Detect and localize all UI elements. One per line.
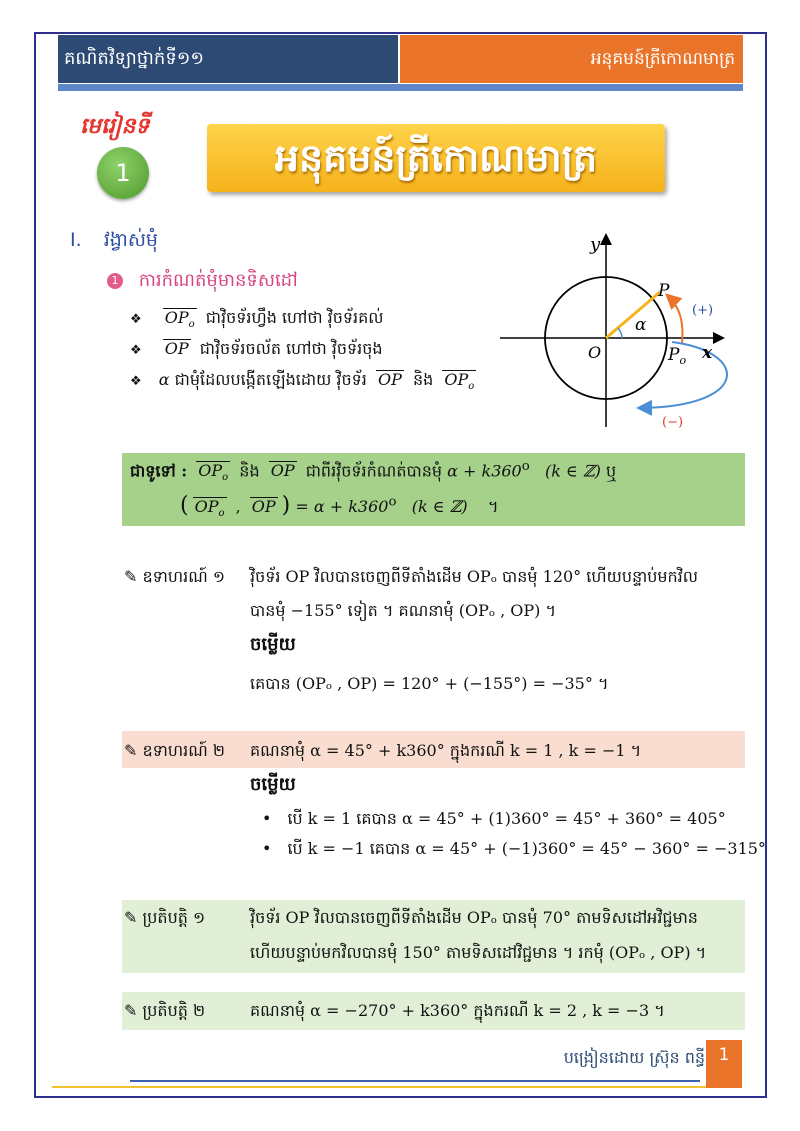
pencil-icon: ✎ — [124, 741, 138, 760]
alpha-symbol: α — [158, 370, 170, 389]
k-in-z: (k ∈ ℤ) — [411, 497, 468, 516]
header-chapter: អនុគមន៍ត្រីកោណមាត្រ — [400, 35, 743, 83]
k-in-z: (k ∈ ℤ) — [545, 461, 601, 481]
page-number: 1 — [706, 1040, 742, 1088]
example-1-label: ✎ ឧទាហរណ៍ ១ — [124, 567, 225, 586]
positive-arrow — [668, 296, 682, 344]
pencil-icon: ✎ — [124, 1001, 138, 1020]
answer-title: ចម្លើយ — [250, 774, 296, 795]
subsection-title: ការកំណត់មុំមានទិសដៅ — [138, 270, 298, 291]
general-formula: α + k360 — [447, 461, 522, 481]
example-2-label: ✎ ឧទាហរណ៍ ២ — [124, 741, 225, 760]
exercise-2-label: ✎ ប្រតិបត្តិ ២ — [124, 1001, 206, 1020]
vector-op: OP — [164, 339, 189, 358]
bullet-icon: • — [262, 809, 272, 828]
list-item-text: ជាវ៉ិចទ័រហ្វឹង ហៅថា វ៉ិចទ័រគល់ — [205, 308, 384, 327]
negative-arrow — [640, 342, 727, 408]
diamond-bullet-icon: ❖ — [130, 374, 142, 389]
example-2-line: គណនាមុំ α = 45° + k360° ក្នុងករណី k = 1 , k = −1 ។ — [250, 741, 642, 760]
p-label: P — [658, 281, 670, 301]
pencil-icon: ✎ — [124, 908, 138, 927]
example-1-answer: គេបាន (OPₒ , OP) = 120° + (−155°) = −35° ។ — [250, 674, 609, 693]
answer-title: ចម្លើយ — [250, 634, 296, 655]
footer-divider — [130, 1080, 700, 1082]
list-item-text: ជាវ៉ិចទ័រចល័ត ហៅថា វ៉ិចទ័រចុង — [199, 339, 383, 358]
vector-op-o: $OP_o$ — [163, 308, 197, 333]
lesson-title: អនុគមន៍ត្រីកោណមាត្រ — [207, 124, 665, 192]
pencil-icon: ✎ — [124, 567, 138, 586]
vector-op-line — [606, 292, 660, 338]
list-item — [130, 307, 384, 333]
general-rule-box — [122, 453, 745, 526]
section-heading — [70, 228, 158, 256]
y-label: y — [590, 234, 601, 255]
alpha-label: α — [635, 315, 647, 335]
unit-circle-diagram — [500, 232, 760, 442]
vector-op: OP — [270, 461, 295, 481]
header-divider — [58, 84, 743, 91]
lesson-word: មេរៀនទី — [80, 113, 150, 139]
po-label: $P_o$ — [668, 345, 687, 367]
section-number: I. — [70, 229, 82, 251]
angle-arc — [618, 328, 622, 338]
bullet-icon: • — [262, 839, 272, 858]
and-word: និង — [412, 370, 434, 389]
vector-op-o: $OP_o$ — [442, 370, 476, 395]
numbered-circle-icon: 1 — [107, 273, 123, 289]
list-item-text: ជាមុំដែលបង្កើតឡើងដោយ វ៉ិចទ័រ — [174, 370, 367, 389]
list-item: • បើ k = −1 គេបាន α = 45° + (−1)360° = 45° − 360° = −315° — [262, 839, 766, 858]
x-label: x — [702, 343, 713, 363]
exercise-2-line: គណនាមុំ α = −270° + k360° ក្នុងករណី k = 2 , k = −3 ។ — [250, 1001, 665, 1020]
general-formula-2: = α + k360 — [295, 497, 389, 516]
header-subject: គណិតវិទ្យាថ្នាក់ទី១១ — [58, 35, 398, 83]
section-title: វង្វាស់មុំ — [103, 229, 158, 251]
general-line-2: ( $OP_o$ , OP ) = $\alpha + k360^o$ (k ∈ ℤ) ។ — [180, 493, 499, 522]
exercise-1-line-2: ហើយបន្ទាប់មកវិលបានមុំ 150° តាមទិសដៅវិជ្ជមាន ។ រកមុំ (OPₒ , OP) ។ — [250, 943, 707, 962]
example-1-line-1: វ៉ិចទ័រ OP វិលបានចេញពីទីតាំងដើម OPₒ បានមុំ 120° ហើយបន្ទាប់មកវិល — [250, 567, 698, 586]
exercise-1-label: ✎ ប្រតិបត្តិ ១ — [124, 908, 206, 927]
exercise-1-line-1: វ៉ិចទ័រ OP វិលបានចេញពីទីតាំងដើម OPₒ បានមុំ 70° តាមទិសដៅអវិជ្ជមាន — [250, 908, 698, 927]
footer-author: បង្រៀនដោយ ស្រ៊ុន ពន្ធី — [563, 1048, 705, 1067]
diamond-bullet-icon: ❖ — [130, 312, 142, 327]
diamond-bullet-icon: ❖ — [130, 343, 142, 358]
and-word: និង — [239, 461, 260, 481]
positive-label: (+) — [692, 303, 714, 318]
vector-op: OP — [377, 370, 402, 389]
footer-divider-accent — [52, 1086, 742, 1088]
general-line-1: ជាទូទៅ : $OP_o$ និង OP ជាពីរវ៉ិចទ័រកំណត់បានមុំ $\alpha + k360^o$ (k ∈ ℤ) ឬ — [130, 459, 616, 487]
vector-op-o: $OP_o$ — [196, 461, 230, 486]
or-word: ឬ — [606, 461, 617, 481]
list-item — [130, 369, 480, 395]
list-item: • បើ k = 1 គេបាន α = 45° + (1)360° = 45° + 360° = 405° — [262, 809, 726, 828]
origin-label: O — [588, 343, 602, 362]
negative-label: (−) — [662, 415, 684, 430]
general-text: ជាពីរវ៉ិចទ័រកំណត់បានមុំ — [305, 461, 443, 481]
example-1-line-2: បានមុំ −155° ទៀត ។ គណនាមុំ (OPₒ , OP) ។ — [250, 601, 557, 620]
subsection-heading — [107, 268, 298, 295]
list-item — [130, 338, 383, 362]
lesson-number-badge: 1 — [97, 147, 149, 199]
general-lead: ជាទូទៅ : — [130, 461, 188, 481]
